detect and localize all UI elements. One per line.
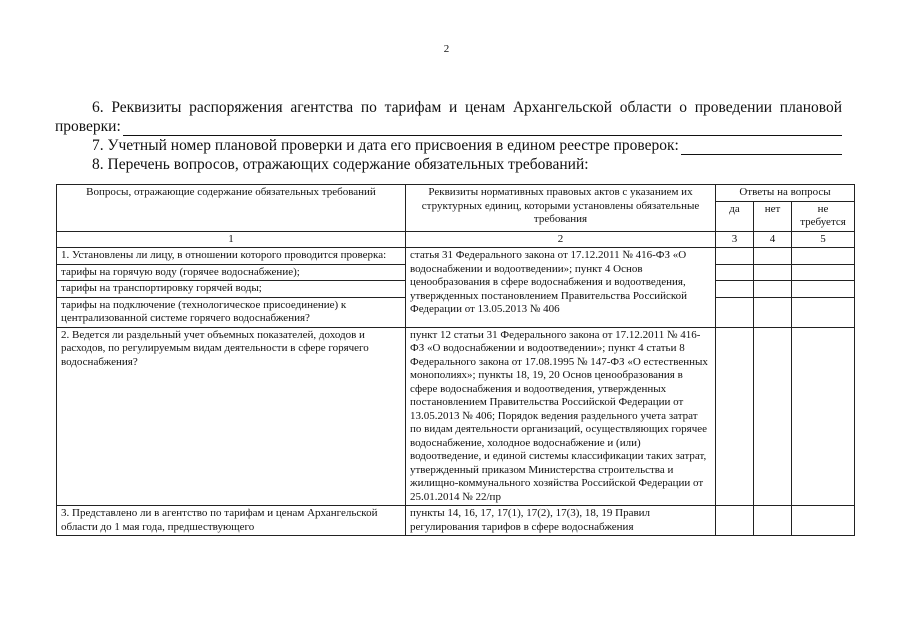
item-7-fill-line	[681, 140, 842, 155]
table-row	[57, 327, 855, 506]
answer-no-cell[interactable]	[754, 506, 792, 536]
answer-yes-cell[interactable]	[716, 506, 754, 536]
item-7-text: 7. Учетный номер плановой проверки и дата его присвоения в едином реестре проверок:	[92, 137, 679, 154]
question-cell: тарифы на горячую воду (горячее водоснабжение);	[57, 264, 406, 281]
header-na: не требуется	[792, 201, 855, 231]
answer-no-cell[interactable]	[754, 248, 792, 265]
answer-na-cell[interactable]	[792, 506, 855, 536]
answer-na-cell[interactable]	[792, 281, 855, 298]
answer-yes-cell[interactable]	[716, 248, 754, 265]
answer-na-cell[interactable]	[792, 248, 855, 265]
table-row	[57, 506, 855, 536]
answer-yes-cell[interactable]	[716, 281, 754, 298]
answer-no-cell[interactable]	[754, 297, 792, 327]
header-answers: Ответы на вопросы	[716, 185, 855, 202]
header-acts: Реквизиты нормативных правовых актов с указанием их структурных единиц, которыми установлены обязательные требования	[406, 185, 716, 232]
answer-na-cell[interactable]	[792, 327, 855, 506]
item-6-line2: проверки:	[55, 118, 121, 135]
acts-cell: статья 31 Федерального закона от 17.12.2011 № 416-ФЗ «О водоснабжении и водоотведении»; пункт 4 Основ ценообразования в сфере водоснабжения и водоотведения, утвержденных постановлением Правительства Российской Федерации от 13.05.2013 № 406	[406, 248, 716, 328]
col-number: 3	[716, 231, 754, 248]
header-questions: Вопросы, отражающие содержание обязательных требований	[57, 185, 406, 232]
acts-cell: пункты 14, 16, 17, 17(1), 17(2), 17(3), 18, 19 Правил регулирования тарифов в сфере водоснабжения	[406, 506, 716, 536]
answer-yes-cell[interactable]	[716, 297, 754, 327]
col-number: 5	[792, 231, 855, 248]
answer-na-cell[interactable]	[792, 297, 855, 327]
item-8: 8. Перечень вопросов, отражающих содержание обязательных требований:	[92, 156, 589, 173]
question-cell: 2. Ведется ли раздельный учет объемных показателей, доходов и расходов, по регулируемым видам деятельности в сфере горячего водоснабжения?	[57, 327, 406, 506]
col-number: 1	[57, 231, 406, 248]
requirements-table	[56, 184, 855, 536]
col-number: 2	[406, 231, 716, 248]
item-6-line1: 6. Реквизиты распоряжения агентства по тарифам и ценам Архангельской области о проведении плановой	[92, 99, 842, 116]
question-cell: тарифы на подключение (технологическое присоединение) к централизованной системе горячего водоснабжения?	[57, 297, 406, 327]
answer-no-cell[interactable]	[754, 327, 792, 506]
acts-cell: пункт 12 статьи 31 Федерального закона от 17.12.2011 № 416-ФЗ «О водоснабжении и водоотведении»; пункт 4 статьи 8 Федерального закона от 17.08.1995 № 147-ФЗ «О естественных монополиях»; пункты 18, 19, 20 Основ ценообразования в сфере водоснабжения и водоотведения, утвержденных постановлением Правительства Российской Федерации от 13.05.2013 № 406; Порядок ведения раздельного учета затрат по видам деятельности организаций, осуществляющих горячее водоснабжение, холодное водоснабжение и (или) водоотведение, и единой системы классификации таких затрат, утвержденный приказом Министерства строительства и жилищно-коммунального хозяйства Российской Федерации от 25.01.2014 № 22/пр	[406, 327, 716, 506]
answer-yes-cell[interactable]	[716, 264, 754, 281]
item-6-fill-line	[123, 121, 842, 136]
question-cell: 1. Установлены ли лицу, в отношении которого проводится проверка:	[57, 248, 406, 265]
answer-yes-cell[interactable]	[716, 327, 754, 506]
col-number: 4	[754, 231, 792, 248]
item-6	[55, 98, 842, 136]
answer-no-cell[interactable]	[754, 264, 792, 281]
question-cell: тарифы на транспортировку горячей воды;	[57, 281, 406, 298]
answer-no-cell[interactable]	[754, 281, 792, 298]
table-row	[57, 248, 855, 265]
header-yes: да	[716, 201, 754, 231]
page-number: 2	[443, 43, 450, 55]
header-no: нет	[754, 201, 792, 231]
item-7	[55, 136, 842, 155]
answer-na-cell[interactable]	[792, 264, 855, 281]
question-cell: 3. Представлено ли в агентство по тарифам и ценам Архангельской области до 1 мая года, предшествующего	[57, 506, 406, 536]
